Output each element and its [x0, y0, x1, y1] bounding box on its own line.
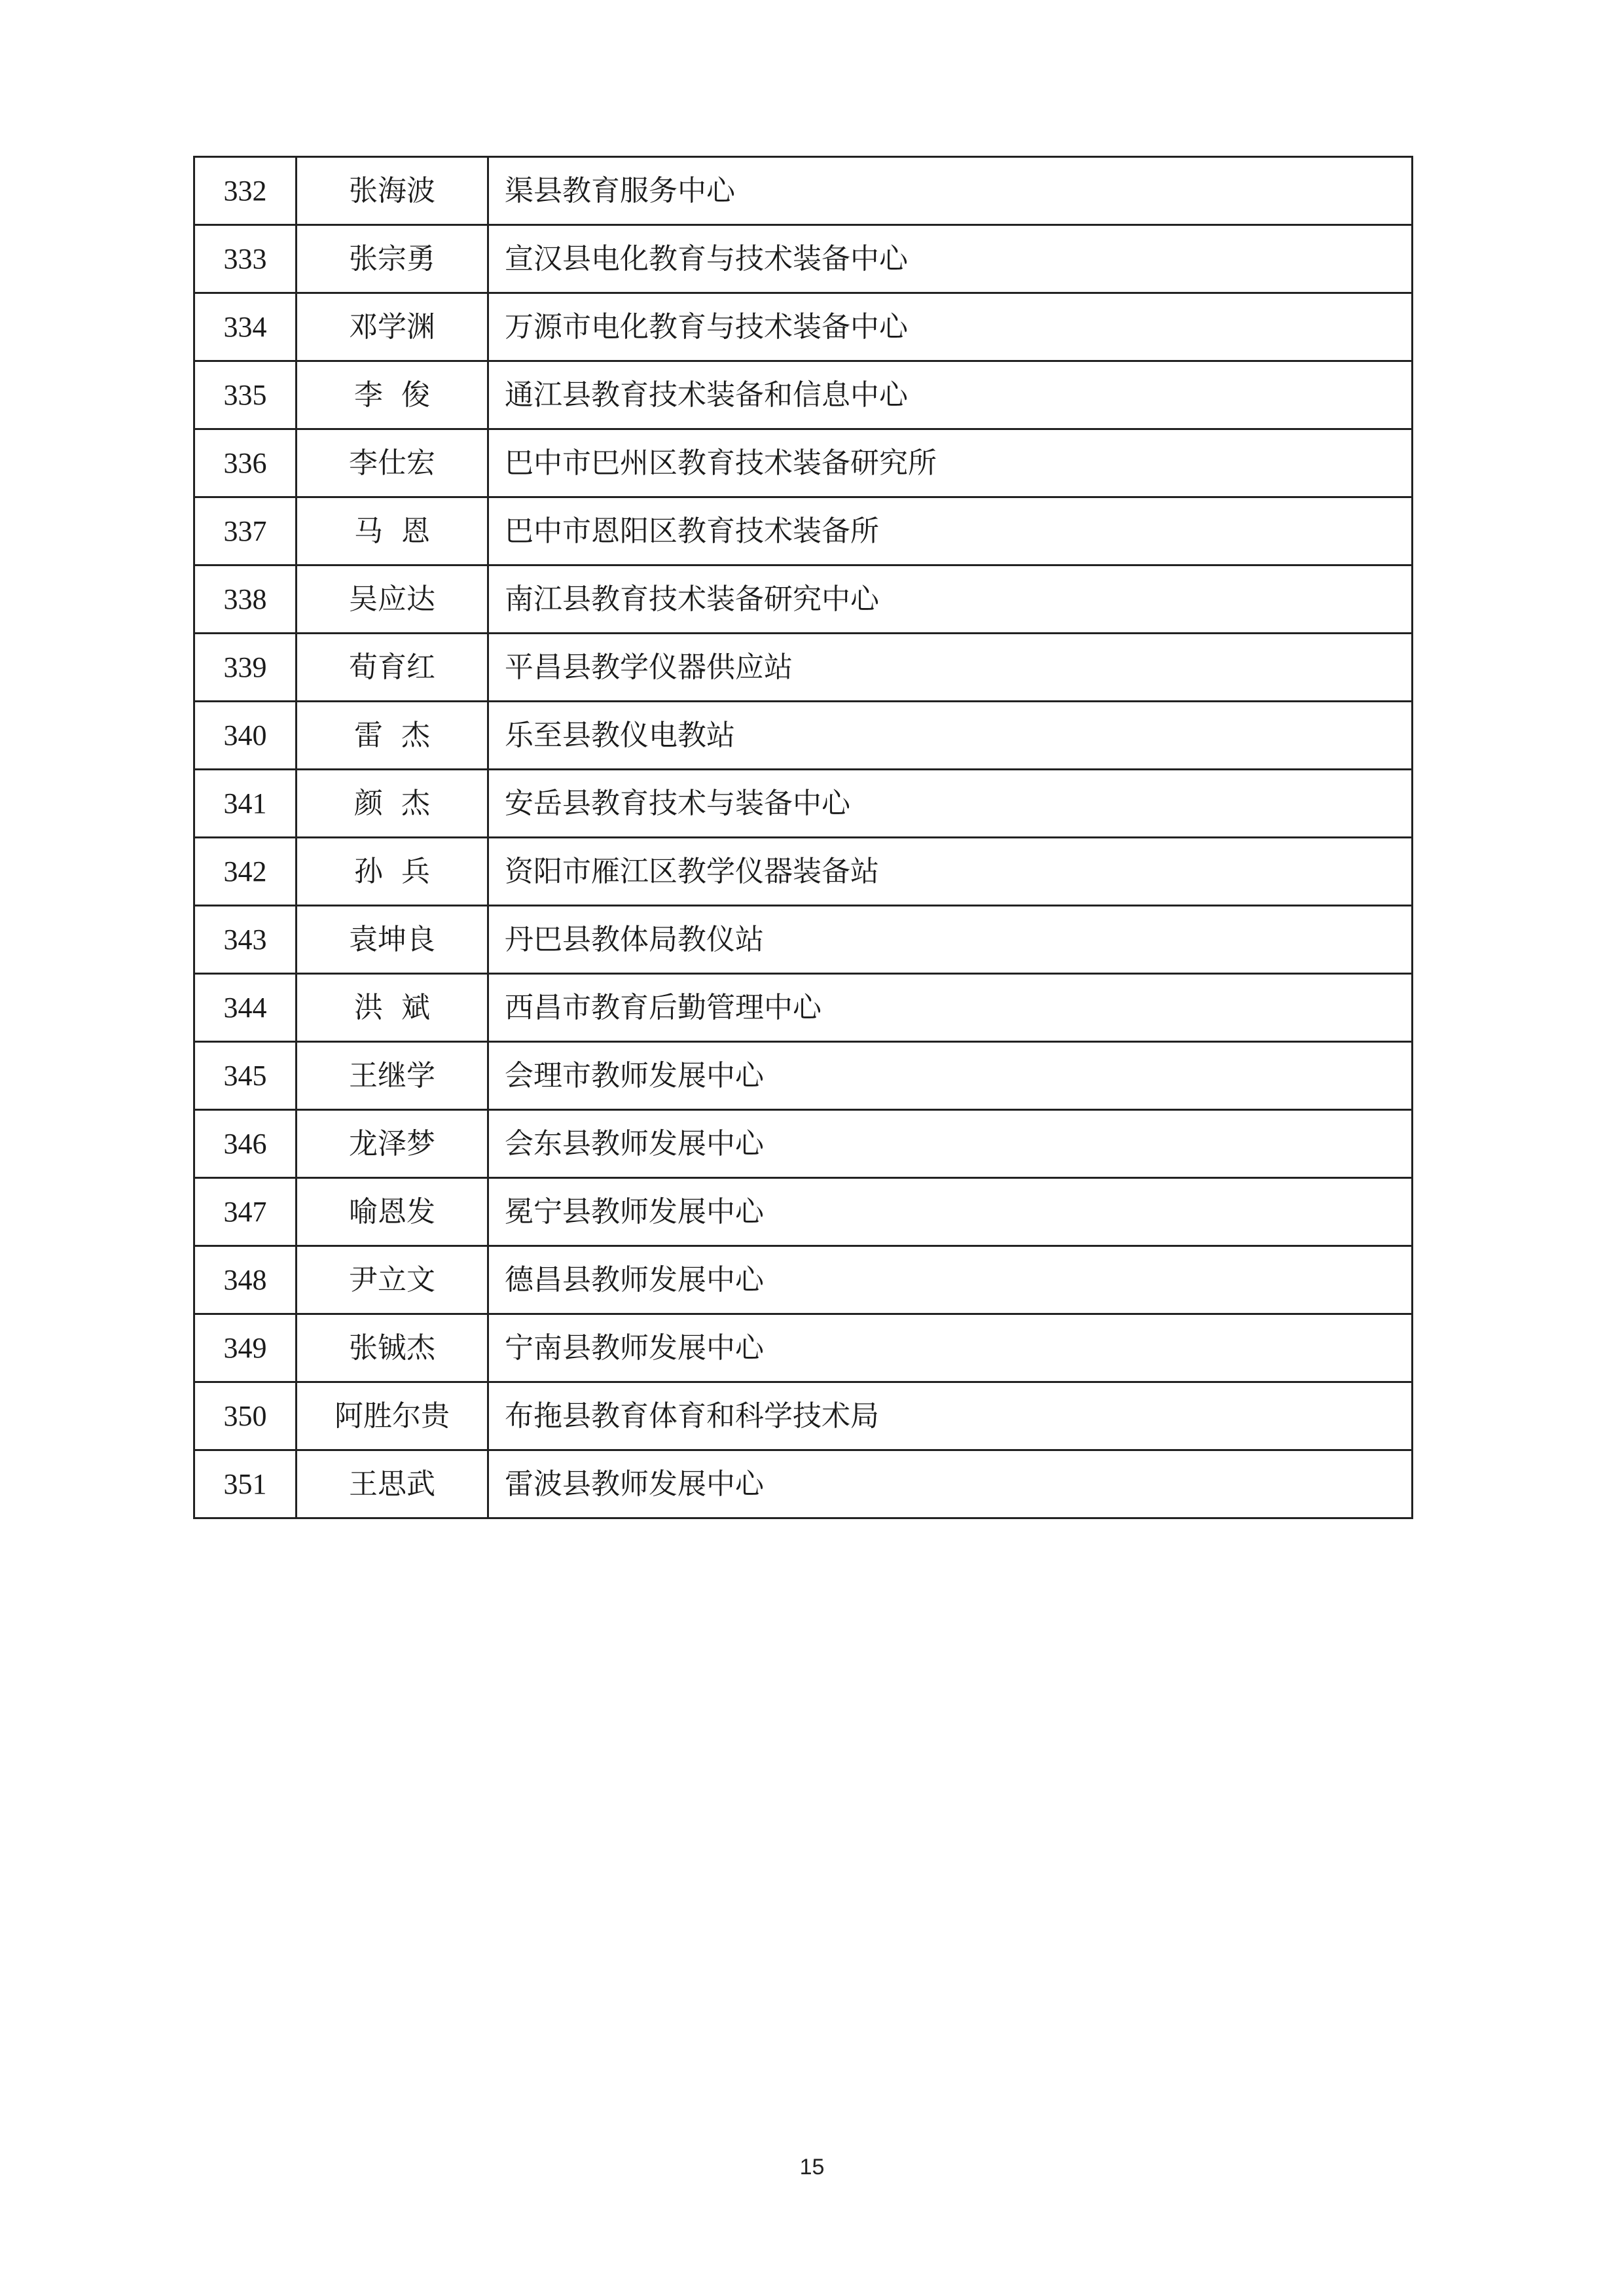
person-name-text: 王继学: [349, 1058, 435, 1092]
person-name: [297, 429, 488, 497]
person-name: [297, 1450, 488, 1518]
person-name-text: 王思武: [349, 1467, 435, 1501]
organization-name: 西昌市教育后勤管理中心: [488, 974, 1413, 1042]
person-name: [297, 1246, 488, 1314]
person-name-text: 颜 杰: [354, 786, 430, 820]
table-row: [194, 1450, 1413, 1518]
table-row: [194, 770, 1413, 838]
row-number: 339: [194, 634, 297, 702]
person-name-text: 吴应达: [349, 582, 435, 616]
organization-name: 资阳市雁江区教学仪器装备站: [488, 838, 1413, 906]
organization-name: 德昌县教师发展中心: [488, 1246, 1413, 1314]
table-row: [194, 1110, 1413, 1178]
roster-table-body: [194, 157, 1413, 1518]
person-name-text: 马 恩: [354, 514, 430, 548]
person-name: [297, 1042, 488, 1110]
table-row: [194, 497, 1413, 565]
organization-name: 冕宁县教师发展中心: [488, 1178, 1413, 1246]
organization-name: 丹巴县教体局教仪站: [488, 906, 1413, 974]
organization-name: 巴中市巴州区教育技术装备研究所: [488, 429, 1413, 497]
person-name: [297, 1314, 488, 1382]
table-row: [194, 565, 1413, 634]
row-number: 340: [194, 702, 297, 770]
person-name-text: 尹立文: [349, 1263, 435, 1297]
person-name-text: 阿胜尔贵: [334, 1399, 450, 1433]
person-name-text: 荀育红: [349, 650, 435, 684]
table-row: [194, 293, 1413, 361]
person-name: [297, 770, 488, 838]
row-number: 336: [194, 429, 297, 497]
table-row: [194, 974, 1413, 1042]
row-number: 332: [194, 157, 297, 225]
row-number: 351: [194, 1450, 297, 1518]
table-row: [194, 157, 1413, 225]
row-number: 335: [194, 361, 297, 429]
person-name: [297, 1110, 488, 1178]
table-row: [194, 1314, 1413, 1382]
organization-name: 平昌县教学仪器供应站: [488, 634, 1413, 702]
person-name-text: 袁坤良: [349, 922, 435, 956]
row-number: 346: [194, 1110, 297, 1178]
organization-name: 安岳县教育技术与装备中心: [488, 770, 1413, 838]
row-number: 341: [194, 770, 297, 838]
organization-name: 雷波县教师发展中心: [488, 1450, 1413, 1518]
organization-name: 南江县教育技术装备研究中心: [488, 565, 1413, 634]
row-number: 342: [194, 838, 297, 906]
row-number: 334: [194, 293, 297, 361]
organization-name: 乐至县教仪电教站: [488, 702, 1413, 770]
table-row: [194, 838, 1413, 906]
person-name-text: 喻恩发: [349, 1194, 435, 1229]
person-name: [297, 1178, 488, 1246]
person-name: [297, 906, 488, 974]
person-name-text: 雷 杰: [354, 718, 430, 752]
person-name-text: 张铖杰: [349, 1331, 435, 1365]
person-name: [297, 293, 488, 361]
row-number: 338: [194, 565, 297, 634]
row-number: 337: [194, 497, 297, 565]
table-row: [194, 1382, 1413, 1450]
person-name: [297, 361, 488, 429]
table-row: [194, 702, 1413, 770]
row-number: 347: [194, 1178, 297, 1246]
person-name: [297, 1382, 488, 1450]
page-number: 15: [799, 2155, 825, 2179]
organization-name: 通江县教育技术装备和信息中心: [488, 361, 1413, 429]
person-name-text: 李 俊: [354, 378, 430, 412]
organization-name: 巴中市恩阳区教育技术装备所: [488, 497, 1413, 565]
row-number: 348: [194, 1246, 297, 1314]
row-number: 333: [194, 225, 297, 293]
person-name: [297, 157, 488, 225]
person-name: [297, 497, 488, 565]
person-name-text: 龙泽梦: [349, 1126, 435, 1160]
row-number: 349: [194, 1314, 297, 1382]
organization-name: 宣汉县电化教育与技术装备中心: [488, 225, 1413, 293]
person-name-text: 邓学渊: [349, 310, 435, 344]
organization-name: 布拖县教育体育和科学技术局: [488, 1382, 1413, 1450]
organization-name: 会东县教师发展中心: [488, 1110, 1413, 1178]
row-number: 350: [194, 1382, 297, 1450]
organization-name: 宁南县教师发展中心: [488, 1314, 1413, 1382]
table-row: [194, 1246, 1413, 1314]
person-name-text: 洪 斌: [354, 990, 430, 1024]
table-row: [194, 429, 1413, 497]
roster-table: [193, 156, 1413, 1519]
person-name-text: 李仕宏: [349, 446, 435, 480]
organization-name: 万源市电化教育与技术装备中心: [488, 293, 1413, 361]
organization-name: 会理市教师发展中心: [488, 1042, 1413, 1110]
row-number: 343: [194, 906, 297, 974]
table-row: [194, 634, 1413, 702]
person-name: [297, 225, 488, 293]
table-row: [194, 1178, 1413, 1246]
person-name: [297, 838, 488, 906]
person-name: [297, 702, 488, 770]
row-number: 344: [194, 974, 297, 1042]
row-number: 345: [194, 1042, 297, 1110]
table-row: [194, 906, 1413, 974]
table-row: [194, 225, 1413, 293]
person-name-text: 张海波: [349, 173, 435, 207]
person-name-text: 张宗勇: [349, 242, 435, 276]
table-row: [194, 1042, 1413, 1110]
organization-name: 渠县教育服务中心: [488, 157, 1413, 225]
table-row: [194, 361, 1413, 429]
person-name-text: 孙 兵: [354, 854, 430, 888]
person-name: [297, 565, 488, 634]
person-name: [297, 634, 488, 702]
person-name: [297, 974, 488, 1042]
